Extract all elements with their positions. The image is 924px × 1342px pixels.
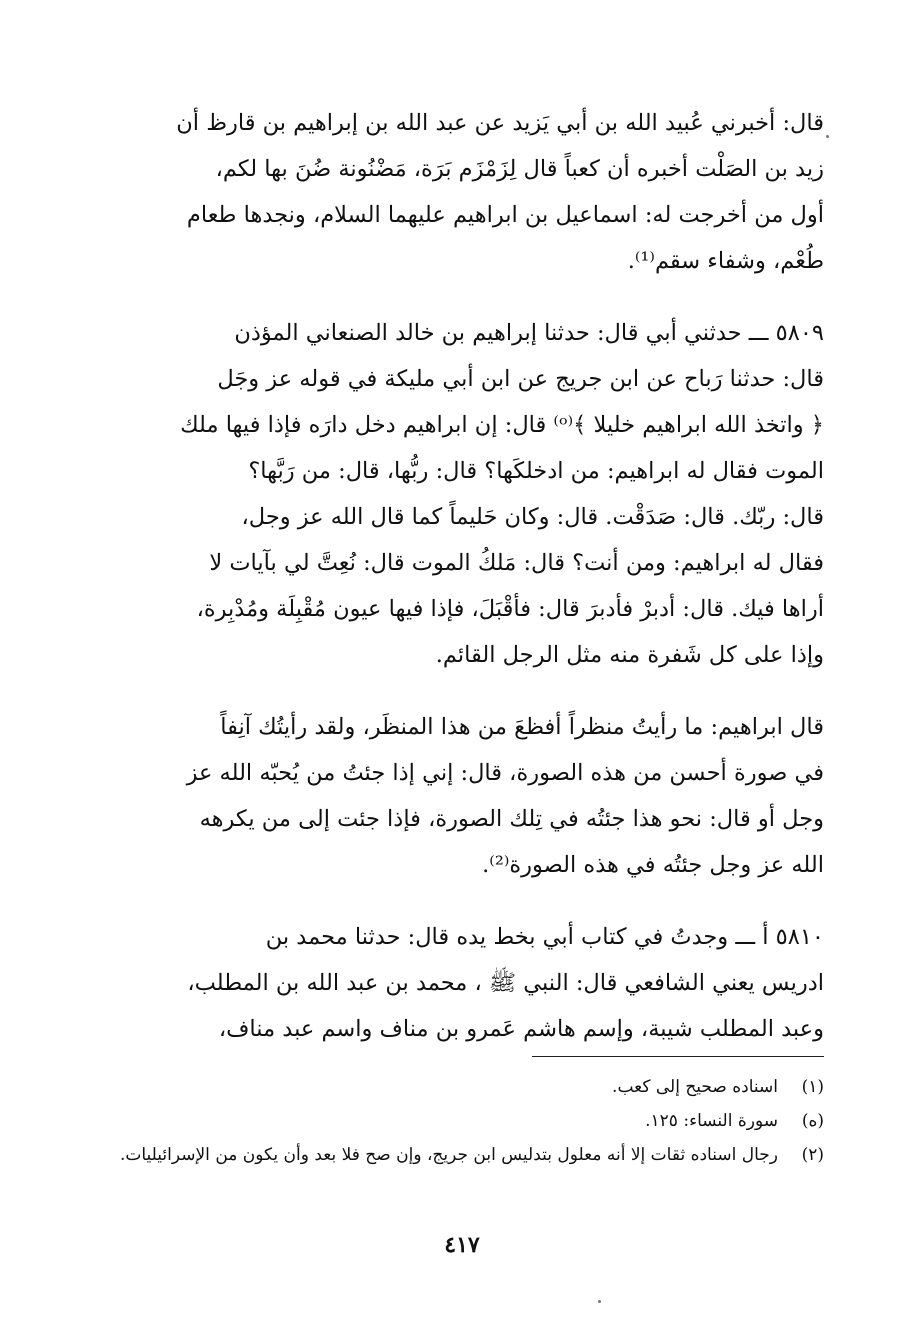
paragraph-1 (100, 100, 824, 284)
line: ﴿ واتخذ الله ابراهيم خليلا ﴾⁽ᵒ⁾ قال: إن ابراهيم دخل دارَه فإذا فيها ملك (180, 412, 824, 438)
line: ٥٨٠٩ ـــ حدثني أبي قال: حدثنا إبراهيم بن خالد الصنعاني المؤذن (234, 320, 824, 346)
line: قال: أخبرني عُبيد الله بن أبي يَزيد عن عبد الله بن إبراهيم بن قارظ أن (176, 110, 824, 136)
footnote-mark: (١) (801, 1077, 824, 1097)
footnote-1 (100, 1070, 824, 1104)
line: ٥٨١٠ أ ـــ وجدتُ في كتاب أبي بخط يده قال: حدثنا محمد بن (265, 924, 824, 950)
line: زيد بن الصَلْت أخبره أن كعباً قال لِزَمْزَم بَرَة، مَضْنُونة ضُنَ بها لكم، (215, 156, 824, 182)
footnote-text: سورة النساء: ١٢٥. (645, 1111, 778, 1131)
line: قال ابراهيم: ما رأيتُ منظراً أفظعَ من هذا المنظَر، ولقد رأيتُك آنِفاً (220, 714, 824, 740)
footnote-divider (532, 1056, 824, 1057)
line: ادريس يعني الشافعي قال: النبي ﷺ ، محمد بن عبد الله بن المطلب، (187, 970, 824, 996)
footnote-text: رجال اسناده ثقات إلا أنه معلول بتدليس ابن جريج، وإن صح فلا بعد وأن يكون من الإسرائيليات. (119, 1145, 778, 1165)
line: وعبد المطلب شيبة، وإسم هاشم عَمرو بن مناف واسم عبد مناف، (218, 1016, 824, 1042)
footnote-text: اسناده صحيح إلى كعب. (612, 1077, 778, 1097)
scan-speck (826, 135, 829, 138)
footnote-mark: (٢) (801, 1145, 824, 1165)
paragraph-4 (100, 914, 824, 1052)
line: قال: حدثنا رَباح عن ابن جريج عن ابن أبي مليكة في قوله عز وجَل (217, 366, 824, 392)
page-number: ٤١٧ (444, 1232, 480, 1258)
line: الله عز وجل جئتُه في هذه الصورة⁽²⁾. (482, 852, 824, 878)
line: فقال له ابراهيم: ومن أنت؟ قال: مَلكُ الموت قال: نُعِتَّ لي بآيات لا (209, 550, 824, 576)
line: في صورة أحسن من هذه الصورة، قال: إني إذا جئتُ من يُحبّه الله عز (186, 760, 824, 786)
line: الموت فقال له ابراهيم: من ادخلكَها؟ قال: ربُّها، قال: من رَبَّها؟ (248, 458, 824, 484)
scan-speck (598, 1300, 601, 1303)
footnote-mark: (ه) (801, 1111, 824, 1131)
line: وإذا على كل شَفرة منه مثل الرجل القائم. (435, 642, 824, 668)
line: أول من أخرجت له: اسماعيل بن ابراهيم عليهما السلام، ونجدها طعام (186, 202, 824, 228)
line: وجل أو قال: نحو هذا جئتُه في تِلك الصورة، فإذا جئت إلى من يكرهه (199, 806, 824, 832)
line: طُعْم، وشفاء سقم⁽¹⁾. (627, 248, 824, 274)
paragraph-3 (100, 704, 824, 888)
footnotes (100, 1070, 824, 1172)
main-text (100, 100, 824, 1052)
line: قال: ربّك. قال: صَدَقْت. قال: وكان حَليماً كما قال الله عز وجل، (241, 504, 824, 530)
line: أراها فيك. قال: أدبرْ فأدبرَ قال: فأقْبَلَ، فإذا فيها عيون مُقْبِلَة ومُدْبِرة، (196, 596, 824, 622)
paragraph-2 (100, 310, 824, 678)
footnote-3 (100, 1138, 824, 1172)
footnote-2 (100, 1104, 824, 1138)
